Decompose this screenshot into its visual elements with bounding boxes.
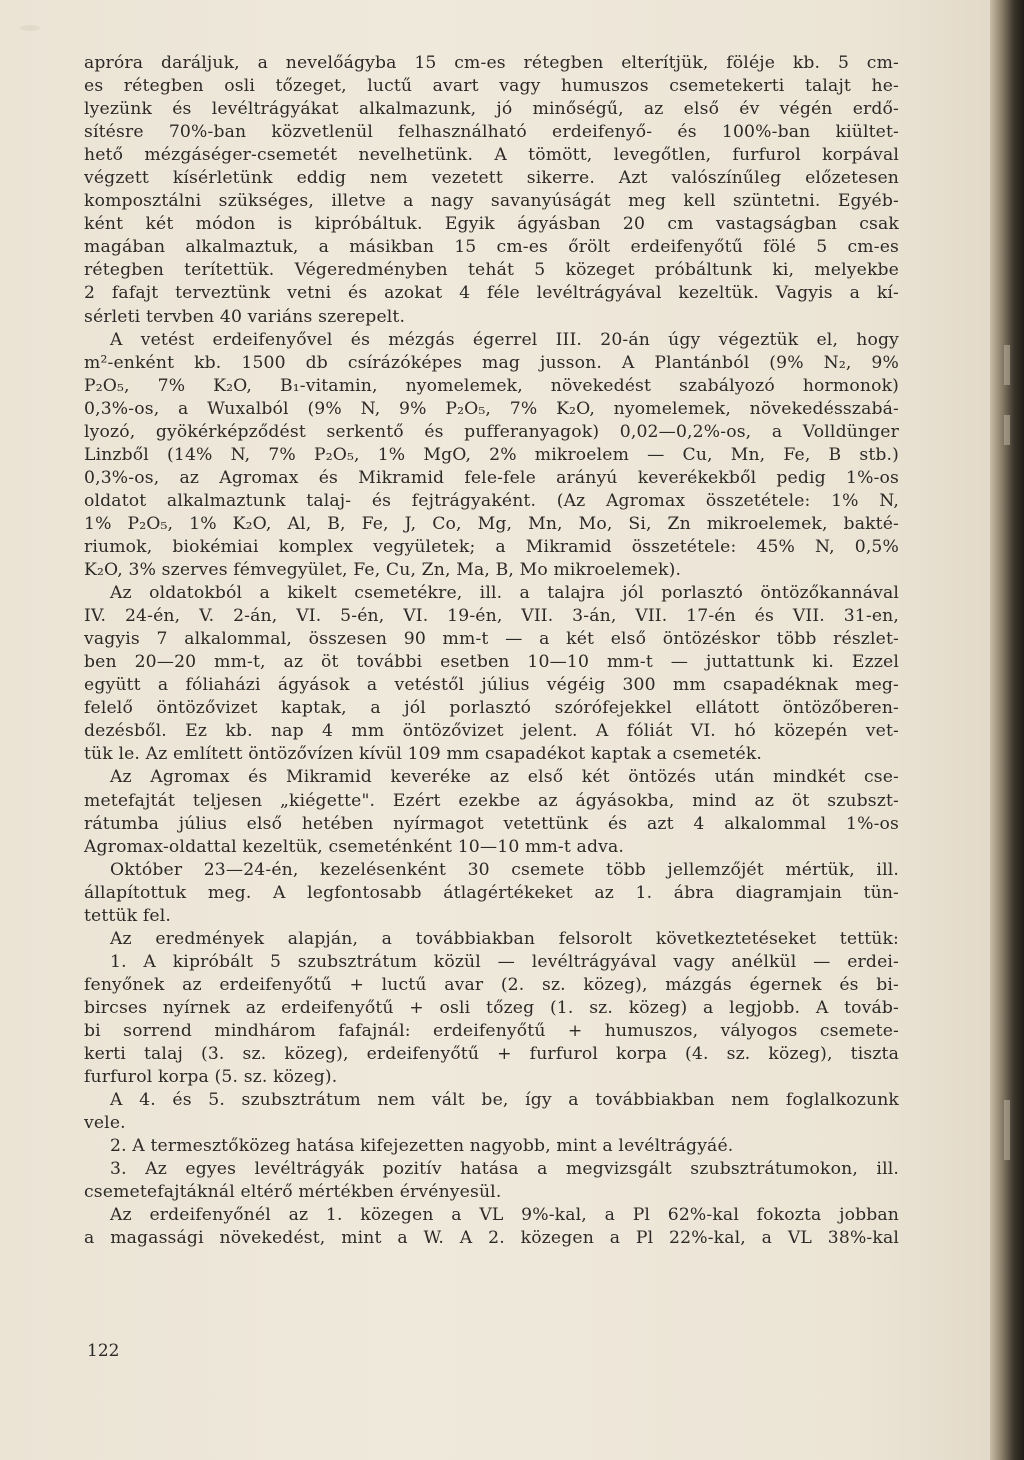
text-line: 1% P₂O₅, 1% K₂O, Al, B, Fe, J, Co, Mg, Mn, Mo, Si, Zn mikroelemek, bakté-	[84, 513, 899, 534]
text-line: m²-enként kb. 1500 db csírázóképes mag jusson. A Plantánból (9% N₂, 9%	[84, 352, 899, 373]
text-line: kerti talaj (3. sz. közeg), erdeifenyőtű + furfurol korpa (4. sz. közeg), tiszta	[84, 1044, 899, 1065]
spine-mark	[1004, 415, 1010, 445]
text-line: 1. A kipróbált 5 szubsztrátum közül — levéltrágyával vagy anélkül — erdei-	[110, 951, 899, 972]
text-line: Linzből (14% N, 7% P₂O₅, 1% MgO, 2% mikroelem — Cu, Mn, Fe, B stb.)	[84, 444, 899, 465]
text-line: bircses nyírnek az erdeifenyőtű + osli tőzeg (1. sz. közeg) a legjobb. A továb-	[84, 997, 899, 1018]
text-line: végzett kísérletünk eddig nem vezetett sikerre. Azt valószínűleg előzetesen	[84, 168, 899, 189]
text-line: csemetefajtáknál eltérő mértékben érvényesül.	[84, 1182, 502, 1203]
text-line: komposztálni szükséges, illetve a nagy savanyúságát meg kell szüntetni. Egyéb-	[84, 191, 899, 212]
text-line: ben 20—20 mm-t, az öt további esetben 10—10 mm-t — juttattunk ki. Ezzel	[84, 652, 899, 673]
text-line: 3. Az egyes levéltrágyák pozitív hatása a megvizsgált szubsztrátumokon, ill.	[110, 1159, 899, 1180]
text-line: K₂O, 3% szerves fémvegyület, Fe, Cu, Zn, Ma, B, Mo mikroelemek).	[84, 560, 682, 581]
book-spine-edge	[990, 0, 1024, 1460]
text-line: hető mézgáséger-csemetét nevelhetünk. A tömött, levegőtlen, furfurol korpával	[84, 145, 899, 166]
text-line: es rétegben osli tőzeget, luctű avart vagy humuszos csemetekerti talajt he-	[84, 76, 899, 97]
text-line: P₂O₅, 7% K₂O, B₁-vitamin, nyomelemek, növekedést szabályozó hormonok)	[84, 375, 899, 396]
text-line: A 4. és 5. szubsztrátum nem vált be, így a továbbiakban nem foglalkozunk	[110, 1090, 899, 1111]
text-line: Október 23—24-én, kezelésenként 30 csemete több jellemzőjét mértük, ill.	[110, 859, 899, 880]
text-line: lyezünk és levéltrágyákat alkalmazunk, jó minőségű, az első év végén erdő-	[84, 99, 899, 120]
text-line: apróra daráljuk, a nevelőágyba 15 cm-es rétegben elterítjük, föléje kb. 5 cm-	[84, 53, 899, 73]
text-line: Az Agromax és Mikramid keveréke az első két öntözés után mindkét cse-	[110, 767, 899, 788]
text-line: sítésre 70%-ban közvetlenül felhasználható erdeifenyő- és 100%-ban kiültet-	[84, 122, 899, 143]
text-line: vele.	[84, 1113, 126, 1134]
text-line: metefajtát teljesen „kiégette". Ezért ezekbe az ágyásokba, mind az öt szubszt-	[84, 790, 899, 811]
text-line: oldatot alkalmaztunk talaj- és fejtrágyaként. (Az Agromax összetétele: 1% N,	[84, 490, 899, 511]
text-line: 0,3%-os, a Wuxalból (9% N, 9% P₂O₅, 7% K₂O, nyomelemek, növekedésszabá-	[84, 398, 899, 419]
text-line: bi sorrend mindhárom fafajnál: erdeifenyőtű + humuszos, vályogos csemete-	[84, 1020, 899, 1041]
text-line: furfurol korpa (5. sz. közeg).	[84, 1067, 338, 1088]
text-line: vagyis 7 alkalommal, összesen 90 mm-t — a két első öntözéskor több részlet-	[84, 629, 899, 650]
body-text	[84, 52, 899, 1250]
text-line: A vetést erdeifenyővel és mézgás égerrel III. 20-án úgy végeztük el, hogy	[110, 329, 899, 350]
text-line: Agromax-oldattal kezeltük, csemeténként 10—10 mm-t adva.	[84, 836, 624, 857]
text-line: 2 fafajt terveztünk vetni és azokat 4 féle levéltrágyával kezeltük. Vagyis a kí-	[84, 283, 899, 304]
text-line: rátumba július első hetében nyírmagot vetettünk és azt 4 alkalommal 1%-os	[84, 813, 899, 834]
text-line: Az eredmények alapján, a továbbiakban felsorolt következtetéseket tettük:	[110, 928, 899, 949]
text-line: lyozó, gyökérképződést serkentő és pufferanyagok) 0,02—0,2%-os, a Volldünger	[84, 421, 899, 442]
text-line: Az erdeifenyőnél az 1. közegen a VL 9%-kal, a Pl 62%-kal fokozta jobban	[110, 1205, 899, 1226]
spine-mark	[1004, 1100, 1010, 1160]
text-line: a magassági növekedést, mint a W. A 2. közegen a Pl 22%-kal, a VL 38%-kal	[84, 1228, 899, 1249]
text-line: IV. 24-én, V. 2-án, VI. 5-én, VI. 19-én, VII. 3-án, VII. 17-én és VII. 31-en,	[84, 606, 899, 627]
text-line: 0,3%-os, az Agromax és Mikramid fele-fele arányú keverékekből pedig 1%-os	[84, 467, 899, 488]
text-line: együtt a fóliaházi ágyások a vetéstől július végéig 300 mm csapadéknak meg-	[84, 675, 899, 696]
text-line: Az oldatokból a kikelt csemetékre, ill. a talajra jól porlasztó öntözőkannával	[110, 583, 899, 604]
spine-mark	[1004, 345, 1010, 385]
text-line: magában alkalmaztuk, a másikban 15 cm-es őrölt erdeifenyőtű fölé 5 cm-es	[84, 237, 899, 258]
text-line: ként két módon is kipróbáltuk. Egyik ágyásban 20 cm vastagságban csak	[84, 214, 899, 235]
text-line: rétegben terítettük. Végeredményben tehát 5 közeget próbáltunk ki, melyekbe	[84, 260, 899, 281]
text-line: dezésből. Ez kb. nap 4 mm öntözővizet jelent. A fóliát VI. hó közepén vet-	[84, 721, 899, 742]
text-line: felelő öntözővizet kaptak, a jól porlasztó szórófejekkel ellátott öntözőberen-	[84, 698, 899, 719]
text-line: állapítottuk meg. A legfontosabb átlagértékeket az 1. ábra diagramjain tün-	[84, 882, 899, 903]
text-line: tük le. Az említett öntözővízen kívül 109 mm csapadékot kaptak a csemeték.	[84, 744, 763, 765]
text-line: tettük fel.	[84, 905, 171, 926]
text-line: sérleti tervben 40 variáns szerepelt.	[84, 306, 406, 327]
text-line: fenyőnek az erdeifenyőtű + luctű avar (2. sz. közeg), mázgás égernek és bi-	[84, 974, 899, 995]
text-line: 2. A termesztőközeg hatása kifejezetten nagyobb, mint a levéltrágyáé.	[110, 1136, 734, 1157]
page-number: 122	[87, 1341, 120, 1361]
paper-mark	[20, 25, 40, 31]
text-line: riumok, biokémiai komplex vegyületek; a Mikramid összetétele: 45% N, 0,5%	[84, 536, 899, 557]
